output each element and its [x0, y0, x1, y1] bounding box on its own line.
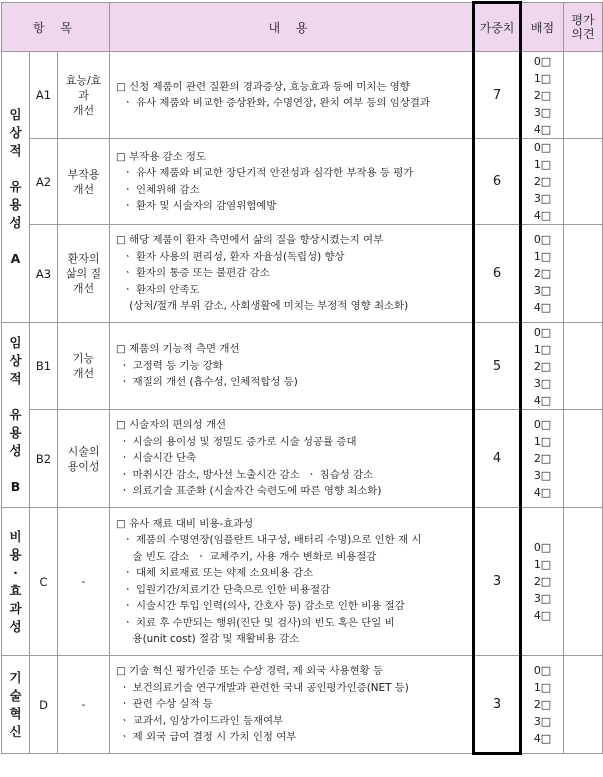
score-checkbox[interactable]: 4□ [533, 209, 552, 222]
item-code: A1 [30, 52, 58, 139]
content-line: ㆍ 시술의 용이성 및 정밀도 증가로 시술 성공률 증대 [116, 435, 357, 448]
category-char: 적 [9, 143, 22, 158]
content-line: ㆍ 유사 제품와 비교한 증상완화, 수명연장, 완치 여부 등의 임상결과 [116, 97, 430, 109]
content-line: ㆍ 관련 수상 실적 등 [116, 698, 213, 711]
header-weight: 가중치 [474, 3, 521, 52]
category-char: 임 [9, 107, 22, 122]
category-char: 성 [9, 443, 22, 458]
score-options [521, 139, 564, 225]
header-opinion: 평가 의견 [564, 3, 603, 52]
category-cell [2, 656, 30, 754]
table-row [2, 52, 603, 139]
item-name-line: 용이성 [67, 459, 100, 473]
score-checkbox[interactable]: 0□ [533, 233, 552, 246]
item-name [58, 323, 110, 410]
score-checkbox[interactable]: 1□ [533, 558, 552, 571]
header-row [2, 3, 603, 52]
score-checkbox[interactable]: 4□ [533, 122, 552, 136]
item-name-line: 기능 [72, 352, 95, 365]
category-char [13, 160, 17, 178]
content-line: □ 시술자의 편의성 개선 [116, 419, 227, 432]
content-line: ㆍ 의료기술 표준화 (시술자간 숙련도에 따른 영향 최소화) [116, 485, 382, 498]
item-code: B2 [30, 410, 58, 508]
item-name [58, 410, 110, 508]
item-name [58, 225, 110, 323]
content-line: 술 빈도 감소 ㆍ 교체주기, 사용 개수 변화로 비용절감 [116, 550, 377, 563]
score-options [521, 323, 564, 410]
score-checkbox[interactable]: 3□ [533, 284, 552, 297]
score-options [521, 225, 564, 323]
category-char [13, 388, 17, 406]
category-char: 임 [9, 335, 22, 350]
score-checkbox[interactable]: 2□ [533, 175, 552, 188]
weight-value: 4 [474, 410, 521, 508]
category-char: 술 [9, 687, 22, 703]
item-code: B1 [30, 323, 58, 410]
item-name-line: 개선 [72, 182, 95, 196]
item-code: D [30, 656, 58, 754]
score-checkbox[interactable]: 3□ [533, 469, 552, 482]
score-checkbox[interactable]: 2□ [533, 575, 552, 588]
content-line: ㆍ 환자의 통증 또는 불편감 감소 [116, 267, 270, 280]
opinion-input[interactable] [564, 52, 603, 139]
score-checkbox[interactable]: 0□ [533, 54, 552, 68]
score-checkbox[interactable]: 1□ [533, 158, 552, 171]
category-char: 용 [9, 197, 22, 212]
score-options [521, 410, 564, 508]
content-line: ㆍ 입원기간/치료기간 단축으로 인한 비용절감 [116, 583, 331, 596]
score-checkbox[interactable]: 4□ [533, 301, 552, 314]
header-score: 배점 [521, 3, 564, 52]
content-line: ㆍ 환자 사용의 편리성, 환자 자율성(독립성) 향상 [116, 250, 345, 263]
opinion-input[interactable] [564, 508, 603, 656]
score-checkbox[interactable]: 1□ [533, 250, 552, 263]
category-char: 유 [9, 407, 22, 422]
content-line: (상처/절개 부위 감소, 사회생활에 미치는 부정적 영향 최소화) [116, 300, 409, 313]
item-code: A3 [30, 225, 58, 323]
content-line: ㆍ 재질의 개선 (흡수성, 인체적합성 등) [116, 376, 298, 389]
weight-value: 6 [474, 139, 521, 225]
score-options [521, 508, 564, 656]
item-name-line: 과 [78, 88, 89, 102]
item-name [58, 52, 110, 139]
item-name-line: 삶의 질 [65, 267, 102, 280]
table-row [2, 410, 603, 508]
score-checkbox[interactable]: 3□ [533, 592, 552, 605]
content-line: □ 제품의 기능적 측면 개선 [116, 343, 240, 356]
item-name-line: 효능/효 [65, 73, 102, 87]
item-name-line: 환자의 [67, 252, 100, 265]
content-line: ㆍ 인체위해 감소 [116, 183, 200, 196]
content-line: 용(unit cost) 절감 및 재활비용 감소 [116, 633, 300, 645]
score-checkbox[interactable]: 1□ [533, 71, 552, 85]
opinion-input[interactable] [564, 139, 603, 225]
category-cell [2, 508, 30, 656]
score-checkbox[interactable]: 3□ [533, 105, 552, 119]
category-char: 용 [9, 546, 22, 562]
score-checkbox[interactable]: 4□ [533, 393, 552, 407]
content-line: ㆍ 제 외국 급여 결정 시 가치 인정 여부 [116, 731, 297, 744]
score-checkbox[interactable]: 4□ [533, 486, 552, 499]
content-line: ㆍ 제품의 수명연장(임플란트 내구성, 배터리 수명)으로 인한 재 시 [116, 534, 422, 546]
category-char: 적 [9, 371, 22, 386]
content-line: ㆍ 치료 후 수반되는 행위(진단 및 검사)의 빈도 혹은 단일 비 [116, 616, 395, 629]
category-char: 기 [9, 669, 22, 685]
score-checkbox[interactable]: 2□ [533, 88, 552, 102]
opinion-input[interactable] [564, 656, 603, 754]
item-content [110, 656, 474, 754]
item-content [110, 508, 474, 656]
category-char: B [10, 479, 21, 494]
table-row [2, 139, 603, 225]
category-char: 신 [9, 723, 22, 739]
content-line: □ 기술 혁신 평가인증 또는 수상 경력, 제 외국 사용현황 등 [116, 665, 383, 678]
opinion-input[interactable] [564, 225, 603, 323]
category-char: 용 [9, 425, 22, 440]
table-row [2, 225, 603, 323]
category-cell [2, 323, 30, 508]
header-item: 항 목 [2, 3, 110, 52]
category-char: 과 [9, 600, 22, 616]
item-code: C [30, 508, 58, 656]
item-name-line: - [81, 698, 86, 711]
content-line: □ 신청 제품이 관련 질환의 경과증상, 효능효과 등에 미치는 영향 [116, 80, 410, 93]
item-name-line: 개선 [72, 103, 95, 117]
score-checkbox[interactable]: 4□ [533, 609, 552, 622]
score-checkbox[interactable]: 2□ [533, 698, 552, 711]
opinion-input[interactable] [564, 323, 603, 410]
category-char: 성 [9, 215, 22, 230]
item-name-line: 부작용 [67, 167, 100, 181]
item-name-line: 개선 [72, 282, 95, 295]
category-char [13, 232, 17, 250]
content-line: ㆍ 대체 치료재료 또는 약제 소요비용 감소 [116, 567, 314, 579]
weight-value: 7 [474, 52, 521, 139]
content-line: ㆍ 시술시간 투입 인력(의사, 간호사 등) 감소로 인한 비용 절감 [116, 600, 405, 612]
score-checkbox[interactable]: 2□ [533, 359, 552, 373]
category-char: 효 [9, 582, 22, 598]
table-row [2, 323, 603, 410]
item-name-line: 개선 [72, 367, 95, 380]
item-name [58, 656, 110, 754]
table-body [2, 52, 603, 754]
table-row [2, 508, 603, 656]
score-options [521, 656, 564, 754]
header-content: 내 용 [110, 3, 474, 52]
category-char: A [10, 251, 21, 266]
weight-value: 6 [474, 225, 521, 323]
score-options [521, 52, 564, 139]
category-char: 상 [9, 353, 22, 368]
weight-value: 3 [474, 656, 521, 754]
item-name-line: 시술의 [67, 444, 100, 458]
category-char: 유 [9, 179, 22, 194]
content-line: □ 유사 재료 대비 비용-효과성 [116, 517, 254, 530]
score-checkbox[interactable]: 0□ [533, 541, 552, 554]
category-char [13, 460, 17, 478]
score-checkbox[interactable]: 0□ [533, 418, 552, 431]
content-line: ㆍ 마취시간 감소, 방사선 노출시간 감소 ㆍ 침습성 감소 [116, 468, 374, 481]
item-content [110, 410, 474, 508]
opinion-input[interactable] [564, 410, 603, 508]
score-checkbox[interactable]: 0□ [533, 325, 552, 339]
item-name-line: - [81, 575, 86, 588]
score-checkbox[interactable]: 1□ [533, 435, 552, 448]
content-line: ㆍ 보건의료기술 연구개발과 관련한 국내 공인평가인증(NET 등) [116, 681, 409, 694]
content-line: ㆍ 유사 제품와 비교한 장단기적 안전성과 심각한 부작용 등 평가 [116, 167, 414, 179]
score-checkbox[interactable]: 1□ [533, 681, 552, 694]
score-checkbox[interactable]: 0□ [533, 141, 552, 154]
score-checkbox[interactable]: 1□ [533, 342, 552, 356]
score-checkbox[interactable]: 2□ [533, 452, 552, 465]
weight-value: 5 [474, 323, 521, 410]
item-content [110, 52, 474, 139]
content-line: ㆍ 교과서, 임상가이드라인 등재여부 [116, 714, 284, 727]
content-line: □ 부작용 감소 정도 [116, 150, 207, 163]
content-line: ㆍ 시술시간 단축 [116, 452, 197, 465]
item-name [58, 139, 110, 225]
content-line: ㆍ 고정력 등 기능 강화 [116, 359, 223, 372]
content-line: □ 해당 제품이 환자 측면에서 삶의 질을 향상시켰는지 여부 [116, 234, 384, 247]
category-char: 상 [9, 125, 22, 140]
score-checkbox[interactable]: 4□ [533, 732, 552, 745]
category-cell [2, 52, 30, 323]
category-char: 혁 [9, 705, 22, 721]
content-line: ㆍ 환자 및 시술자의 감염위험예방 [116, 200, 277, 212]
item-name [58, 508, 110, 656]
category-char: 비 [9, 528, 22, 544]
item-content [110, 225, 474, 323]
category-char: 성 [9, 618, 22, 634]
content-line: ㆍ 환자의 안족도 [116, 283, 200, 296]
item-content [110, 323, 474, 410]
item-code: A2 [30, 139, 58, 225]
weight-value: 3 [474, 508, 521, 656]
table-row [2, 656, 603, 754]
evaluation-table [1, 1, 603, 755]
item-content [110, 139, 474, 225]
score-checkbox[interactable]: 0□ [533, 664, 552, 677]
score-checkbox[interactable]: 3□ [533, 192, 552, 205]
category-char: · [13, 564, 18, 580]
score-checkbox[interactable]: 2□ [533, 267, 552, 280]
score-checkbox[interactable]: 3□ [533, 376, 552, 390]
score-checkbox[interactable]: 3□ [533, 715, 552, 728]
